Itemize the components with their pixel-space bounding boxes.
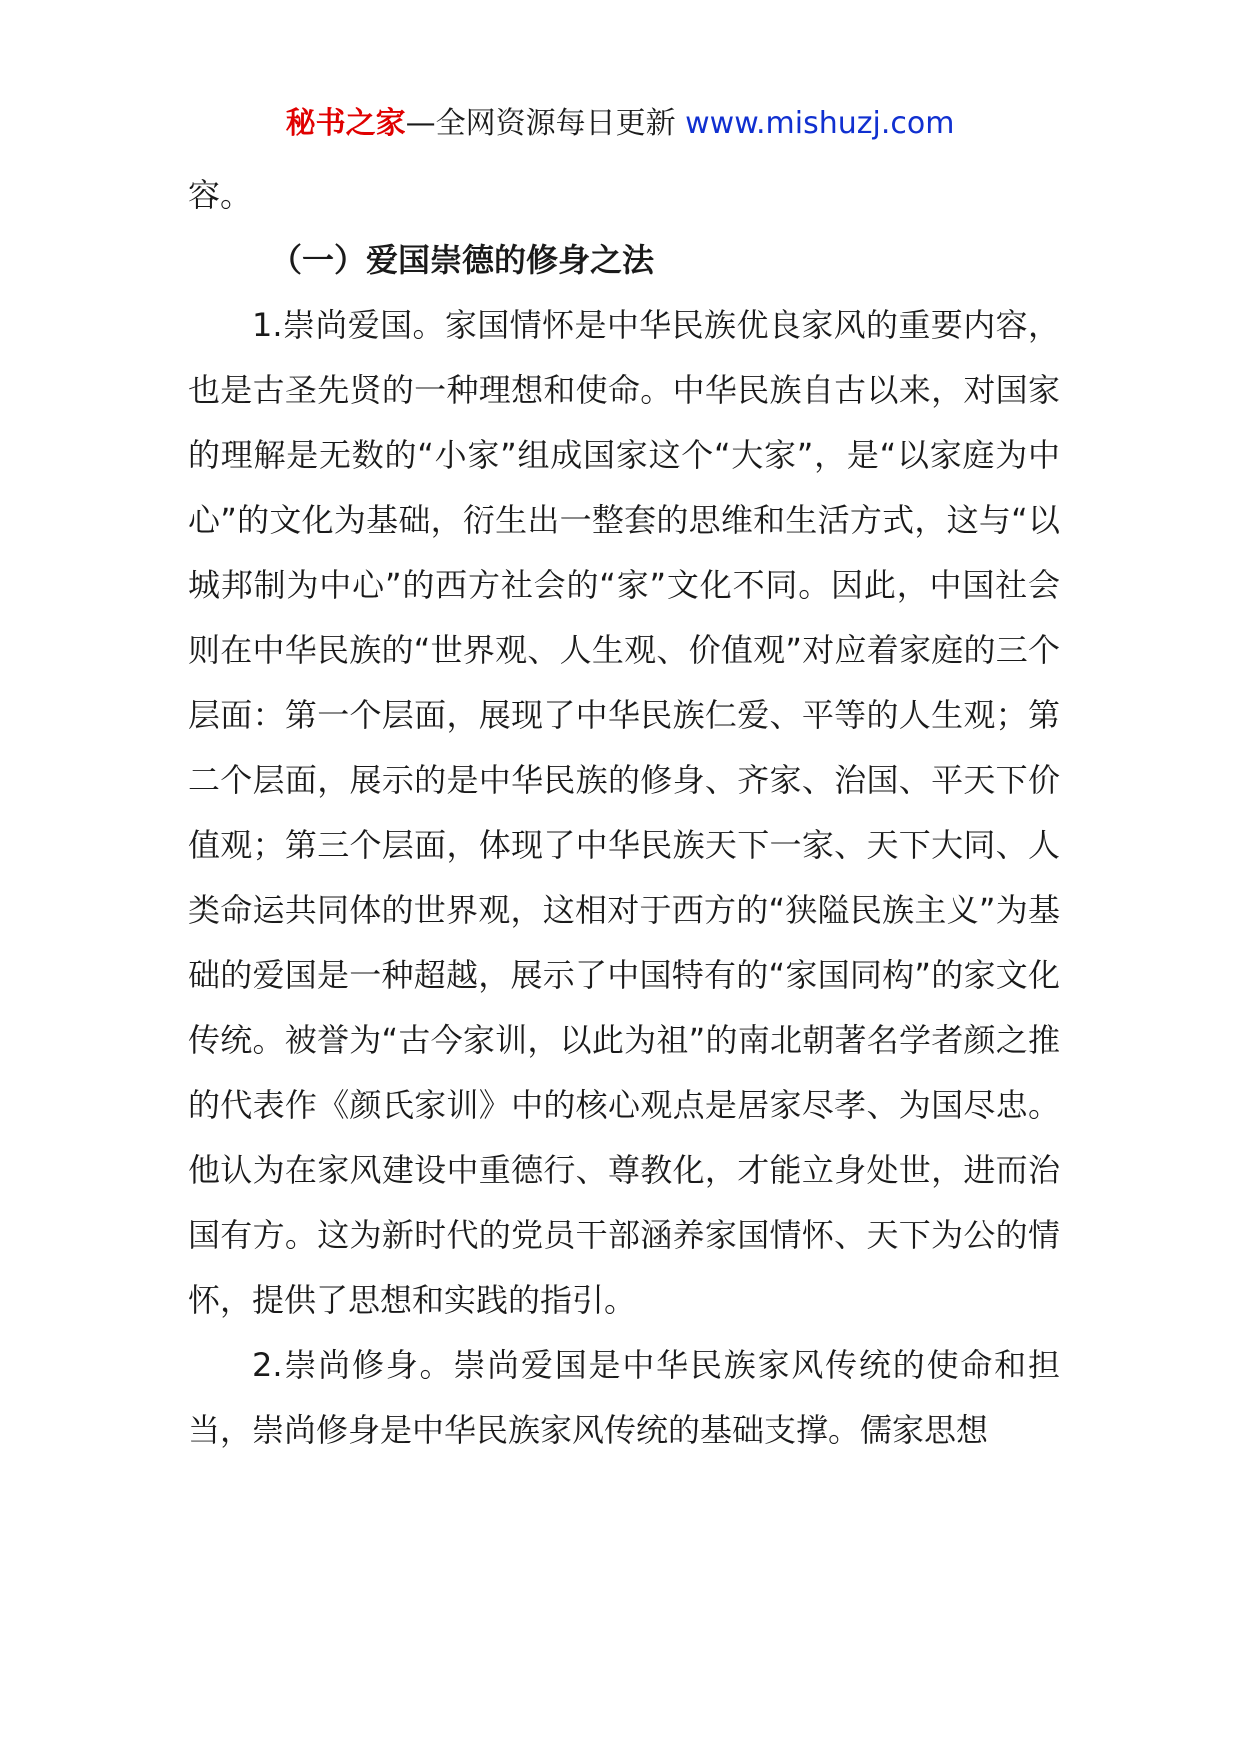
continuation-text: 容。	[188, 176, 253, 214]
paragraph-patriotism: 1.崇尚爱国。家国情怀是中华民族优良家风的重要内容，也是古圣先贤的一种理想和使命。中华民族自古以来，对国家的理解是无数的“小家”组成国家这个“大家”，是“以家庭为中心”的文化为基础，衍生出一整套的思维和生活方式，这与“以城邦制为中心”的西方社会的“家”文化不同。因此，中国社会则在中华民族的“世界观、人生观、价值观”对应着家庭的三个层面：第一个层面，展现了中华民族仁爱、平等的人生观；第二个层面，展示的是中华民族的修身、齐家、治国、平天下价值观；第三个层面，体现了中华民族天下一家、天下大同、人类命运共同体的世界观，这相对于西方的“狭隘民族主义”为基础的爱国是一种超越，展示了中国特有的“家国同构”的家文化传统。被誉为“古今家训，以此为祖”的南北朝著名学者颜之推的代表作《颜氏家训》中的核心观点是居家尽孝、为国尽忠。他认为在家风建设中重德行、尊教化，才能立身处世，进而治国有方。这为新时代的党员干部涵养家国情怀、天下为公的情怀，提供了思想和实践的指引。	[188, 306, 1060, 1319]
page-header	[0, 100, 1240, 148]
site-url: www.mishuzj.com	[685, 106, 955, 141]
document-body	[188, 163, 1060, 1463]
brand-name: 秘书之家	[285, 106, 406, 141]
paragraph-self-cultivation: 2.崇尚修身。崇尚爱国是中华民族家风传统的使命和担当，崇尚修身是中华民族家风传统的基础支撑。儒家思想	[188, 1346, 1060, 1449]
section-heading: （一）爱国崇德的修身之法	[270, 241, 655, 279]
header-slogan: —全网资源每日更新	[405, 106, 686, 141]
